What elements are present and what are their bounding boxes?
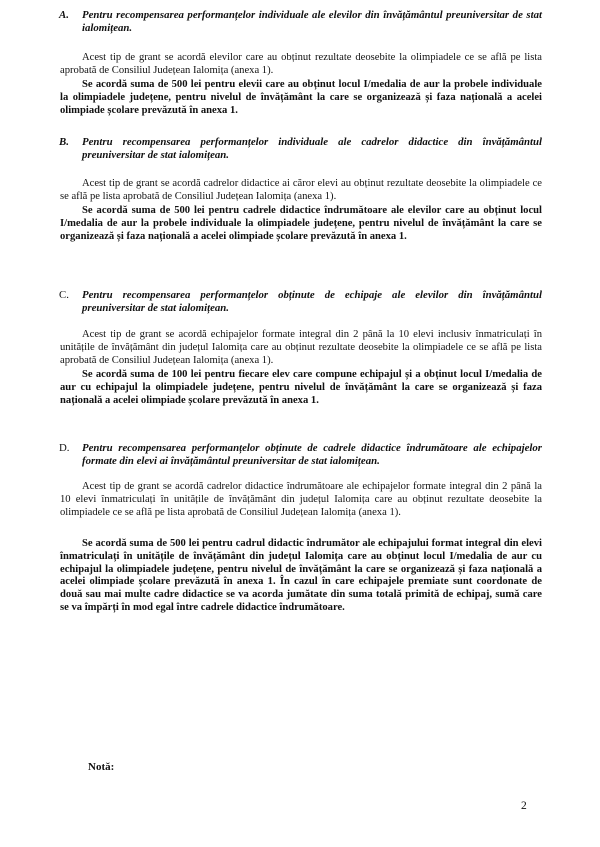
section-b-bold-paragraph: Se acordă suma de 500 lei pentru cadrele didactice îndrumătoare ale elevilor care au obținut locul I/medalia de aur la probele individuale la olimpiadele județene, pentru nivelul de învățământ la care se organizează și faza națională a acelei olimpiade școlare prevăzută în anexa 1. bbox=[60, 205, 542, 242]
section-a-title bbox=[59, 9, 542, 34]
section-d-bold-paragraph: Se acordă suma de 500 lei pentru cadrul didactic îndrumător ale echipajului format integral din elevi înmatriculați în unitățile de învățământ din județul Ialomița care au obținut locul I/medalia de aur cu echipajul la olimpiadele județene, pentru nivelul de învățământ la care se organizează și faza națională a acelei olimpiade școlare prevăzută în anexa 1. În cazul în care echipajele premiate sunt coordonate de două sau mai multe cadre didactice se va acorda jumătate din suma totală primită de echipaj, sumă care se va împărți în mod egal între cadrele didactice îndrumătoare. bbox=[60, 538, 542, 613]
section-c-heading: Pentru recompensarea performanțelor obținute de echipaje ale elevilor din învățământul preuniversitar de stat ialomițean. bbox=[82, 289, 542, 314]
section-a-letter: A. bbox=[59, 9, 69, 21]
section-a-bold-paragraph: Se acordă suma de 500 lei pentru elevii care au obținut locul I/medalia de aur la probele individuale la olimpiadele județene, pentru nivelul de învățământ la care se organizează și faza națională a acelei olimpiade școlare prevăzută în anexa 1. bbox=[60, 79, 542, 116]
section-c-letter: C. bbox=[59, 289, 69, 301]
section-d-title bbox=[59, 442, 542, 467]
section-d-heading: Pentru recompensarea performanțelor obținute de cadrele didactice îndrumătoare ale echipajelor formate din elevi ai învățământul preuniversitar de stat ialomițean. bbox=[82, 442, 542, 467]
section-d-paragraph: Acest tip de grant se acordă cadrelor didactice îndrumătoare ale echipajelor formate integral din 2 până la 10 elevi înmatriculați în unitățile de învățământ din județul Ialomița care au obținut rezultate deosebite la olimpiadele ce se află pe lista aprobată de Consiliul Județean Ialomița (anexa 1). bbox=[60, 481, 542, 518]
section-a-paragraph: Acest tip de grant se acordă elevilor care au obținut rezultate deosebite la olimpiadele ce se află pe lista aprobată de Consiliul Județean Ialomița (anexa 1). bbox=[60, 52, 542, 76]
note-label: Notă: bbox=[88, 761, 115, 773]
section-c-bold-paragraph: Se acordă suma de 100 lei pentru fiecare elev care compune echipajul și a obținut locul I/medalia de aur cu echipajul la olimpiadele județene, pentru nivelul de învățământ la care se organizează și faza națională a acelei olimpiade școlare prevăzută în anexa 1. bbox=[60, 369, 542, 406]
section-b-letter: B. bbox=[59, 136, 69, 148]
page-number: 2 bbox=[521, 800, 527, 812]
section-d-letter: D. bbox=[59, 442, 70, 454]
section-b-title bbox=[59, 136, 542, 161]
section-c-paragraph: Acest tip de grant se acordă echipajelor formate integral din 2 până la 10 elevi inclusiv înmatriculați în unitățile de învățământ din județul Ialomița care au obținut rezultate deosebite la olimpiadele ce se află pe lista aprobată de Consiliul Județean Ialomița (anexa 1). bbox=[60, 329, 542, 366]
section-a-heading: Pentru recompensarea performanțelor individuale ale elevilor din învățământul preuniversitar de stat ialomițean. bbox=[82, 9, 542, 34]
section-b-paragraph: Acest tip de grant se acordă cadrelor didactice ai căror elevi au obținut rezultate deosebite la olimpiadele ce se află pe lista aprobată de Consiliul Județean Ialomița (anexa 1). bbox=[60, 178, 542, 202]
section-b-heading: Pentru recompensarea performanțelor individuale ale cadrelor didactice din învățământul preuniversitar de stat ialomițean. bbox=[82, 136, 542, 161]
section-c-title bbox=[59, 289, 542, 314]
